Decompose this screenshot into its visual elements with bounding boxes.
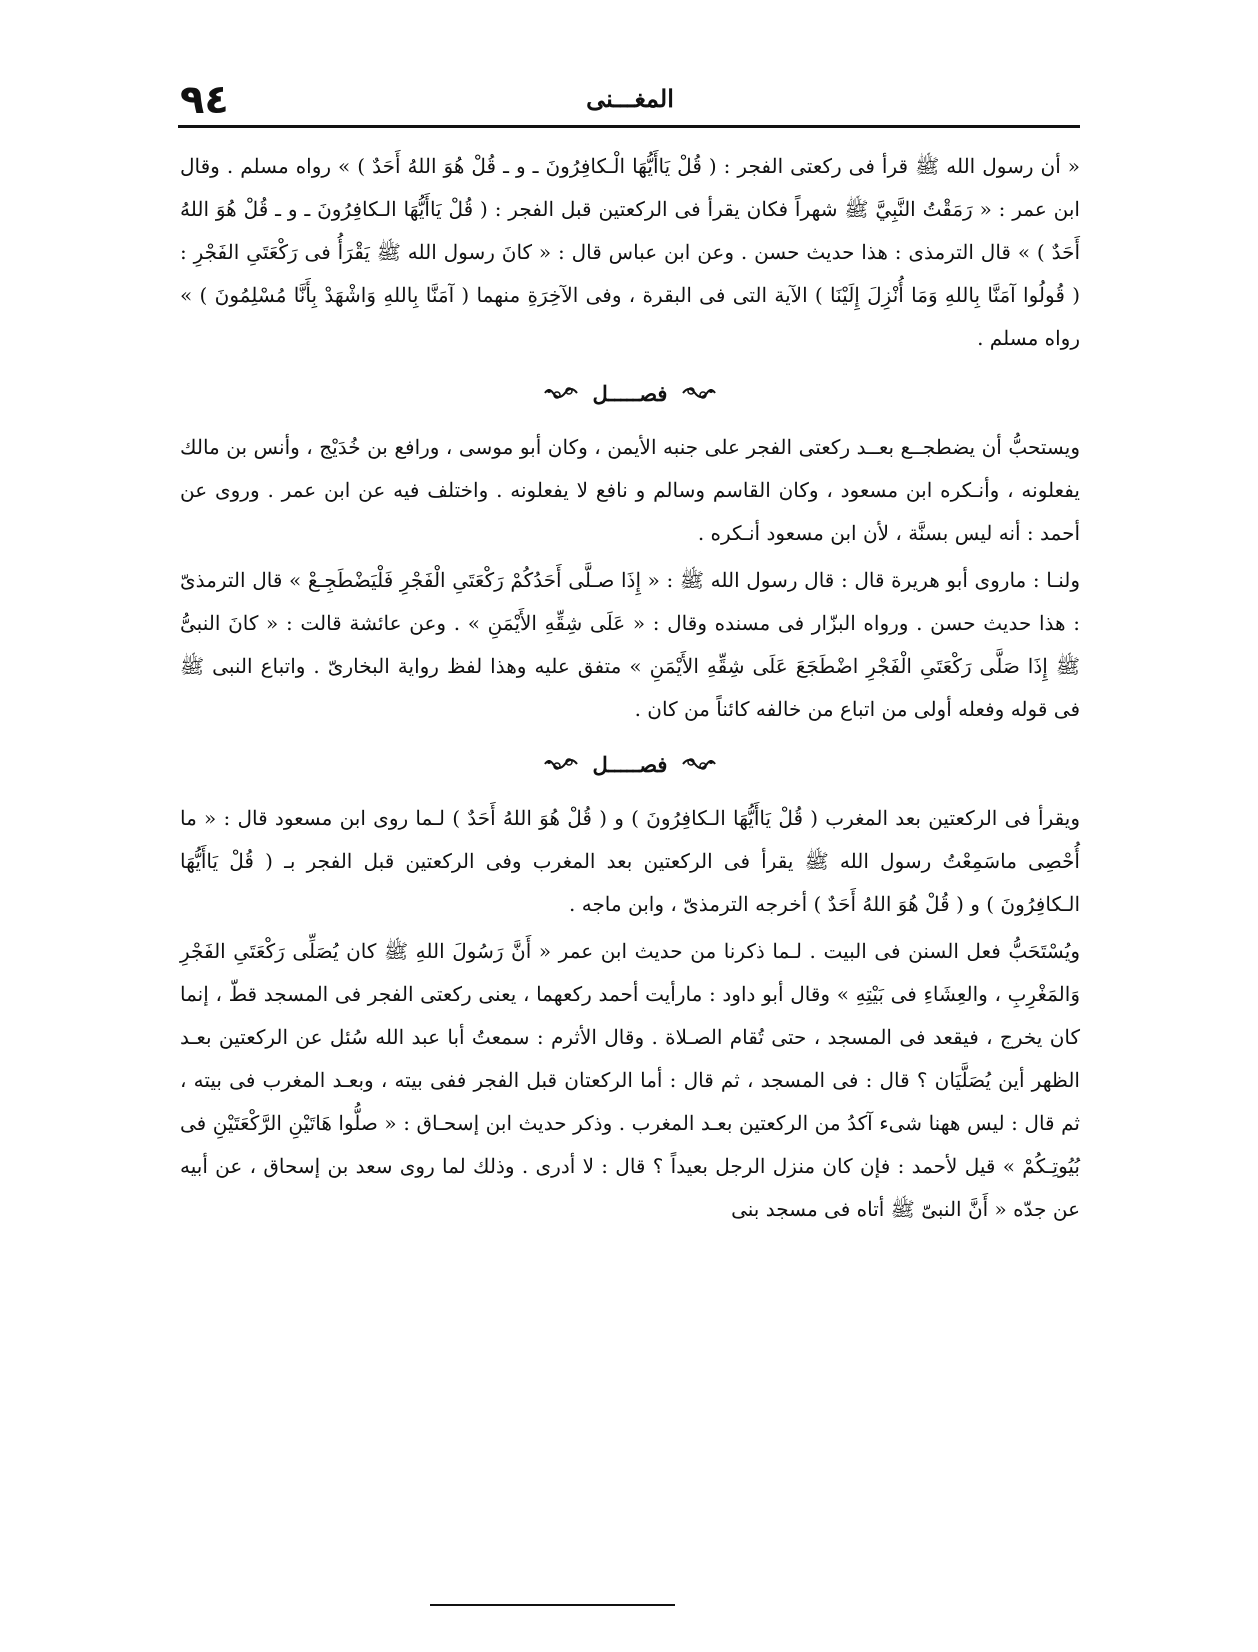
- section-heading-text: فصـــــل: [592, 380, 668, 406]
- page-body: [180, 145, 1080, 1231]
- running-title: المغـــنى: [586, 84, 674, 113]
- section-heading-2: [180, 731, 1080, 797]
- page-header: [180, 72, 1080, 128]
- ornament-icon: [543, 381, 579, 405]
- paragraph-1: « أن رسول الله ﷺ قرأ فى ركعتى الفجر : ( قُلْ يَاأَيُّهَا الْـكافِرُونَ ـ و ـ قُلْ هُوَ اللهُ أَحَدٌ ) » رواه مسلم . وقال ابن عمر : « رَمَقْتُ النَّبِيَّ ﷺ شهراً فكان يقرأ فى الركعتين قبل الفجر : ( قُلْ يَاأَيُّهَا الـكافِرُونَ ـ و ـ قُلْ هُوَ اللهُ أَحَدٌ ) » قال الترمذى : هذا حديث حسن . وعن ابن عباس قال : « كانَ رسول الله ﷺ يَقْرَأُ فى رَكْعَتَىِ الفَجْرِ : ( قُولُوا آمَنَّا بِاللهِ وَمَا أُنْزِلَ إِلَيْنَا ) الآية التى فى البقرة ، وفى الآخِرَةِ منهما ( آمَنَّا بِاللهِ وَاشْهَدْ بِأَنَّا مُسْلِمُونَ ) » رواه مسلم .: [180, 154, 1080, 350]
- footnote-rule: [430, 1604, 675, 1606]
- section-heading-text: فصـــــل: [592, 751, 668, 777]
- ornament-icon: [681, 381, 717, 405]
- paragraph-2: ويستحبُّ أن يضطجــع بعــد ركعتى الفجر على جنبه الأيمن ، وكان أبو موسى ، ورافع بن خُدَيْج ، وأنس بن مالك يفعلونه ، وأنـكره ابن مسعود ، وكان القاسم وسالم و نافع لا يفعلونه . واختلف فيه عن ابن عمر . وروى عن أحمد : أنه ليس بسنَّة ، لأن ابن مسعود أنـكره .: [180, 435, 1080, 545]
- section-heading-1: [180, 360, 1080, 426]
- header-rule: [178, 125, 1080, 128]
- ornament-icon: [681, 752, 717, 776]
- paragraph-5: ويُسْتَحَبُّ فعل السنن فى البيت . لـما ذكرنا من حديث ابن عمر « أَنَّ رَسُولَ اللهِ ﷺ كان يُصَلِّى رَكْعَتَىِ الفَجْرِ وَالمَغْرِبِ ، والعِشَاءِ فى بَيْتِهِ » وقال أبو داود : مارأيت أحمد ركعهما ، يعنى ركعتى الفجر فى المسجد قطّ ، إنما كان يخرج ، فيقعد فى المسجد ، حتى تُقام الصـلاة . وقال الأثرم : سمعتُ أبا عبد الله سُئل عن الركعتين بعـد الظهر أين يُصَلَّيَان ؟ قال : فى المسجد ، ثم قال : أما الركعتان قبل الفجر ففى بيته ، وبعـد المغرب فى بيته ، ثم قال : ليس ههنا شىء آكدُ من الركعتين بعـد المغرب . وذكر حديث ابن إسحـاق : « صلُّوا هَاتَيْنِ الرَّكْعَتَيْنِ فى بُيُوتِـكُمْ » قيل لأحمد : فإن كان منزل الرجل بعيداً ؟ قال : لا أدرى . وذلك لما روى سعد بن إسحاق ، عن أبيه عن جدّه « أَنَّ النبىّ ﷺ أتاه فى مسجد بنى: [180, 939, 1080, 1221]
- page-number: ٩٤: [180, 77, 229, 123]
- paragraph-3: ولنـا : ماروى أبو هريرة قال : قال رسول الله ﷺ : « إِذَا صـلَّى أَحَدُكُمْ رَكْعَتَىِ الْفَجْرِ فَلْيَضْطَجِـعْ » قال الترمذىّ : هذا حديث حسن . ورواه البزّار فى مسنده وقال : « عَلَى شِقِّهِ الأَيْمَنِ » . وعن عائشة قالت : « كانَ النبىُّ ﷺ إِذَا صَلَّى رَكْعَتَىِ الْفَجْرِ اضْطَجَعَ عَلَى شِقِّهِ الأَيْمَنِ » متفق عليه وهذا لفظ رواية البخارىّ . واتباع النبى ﷺ فى قوله وفعله أولى من اتباع من خالفه كائناً من كان .: [180, 568, 1080, 721]
- paragraph-4: ويقرأ فى الركعتين بعد المغرب ( قُلْ يَاأَيُّهَا الـكافِرُونَ ) و ( قُلْ هُوَ اللهُ أَحَدٌ ) لـما روى ابن مسعود قال : « ما أُحْصِى ماسَمِعْتُ رسول الله ﷺ يقرأ فى الركعتين بعد المغرب وفى الركعتين قبل الفجر بـ ( قُلْ يَاأَيُّهَا الـكافِرُونَ ) و ( قُلْ هُوَ اللهُ أَحَدٌ ) أخرجه الترمذىّ ، وابن ماجه .: [180, 806, 1080, 916]
- ornament-icon: [543, 752, 579, 776]
